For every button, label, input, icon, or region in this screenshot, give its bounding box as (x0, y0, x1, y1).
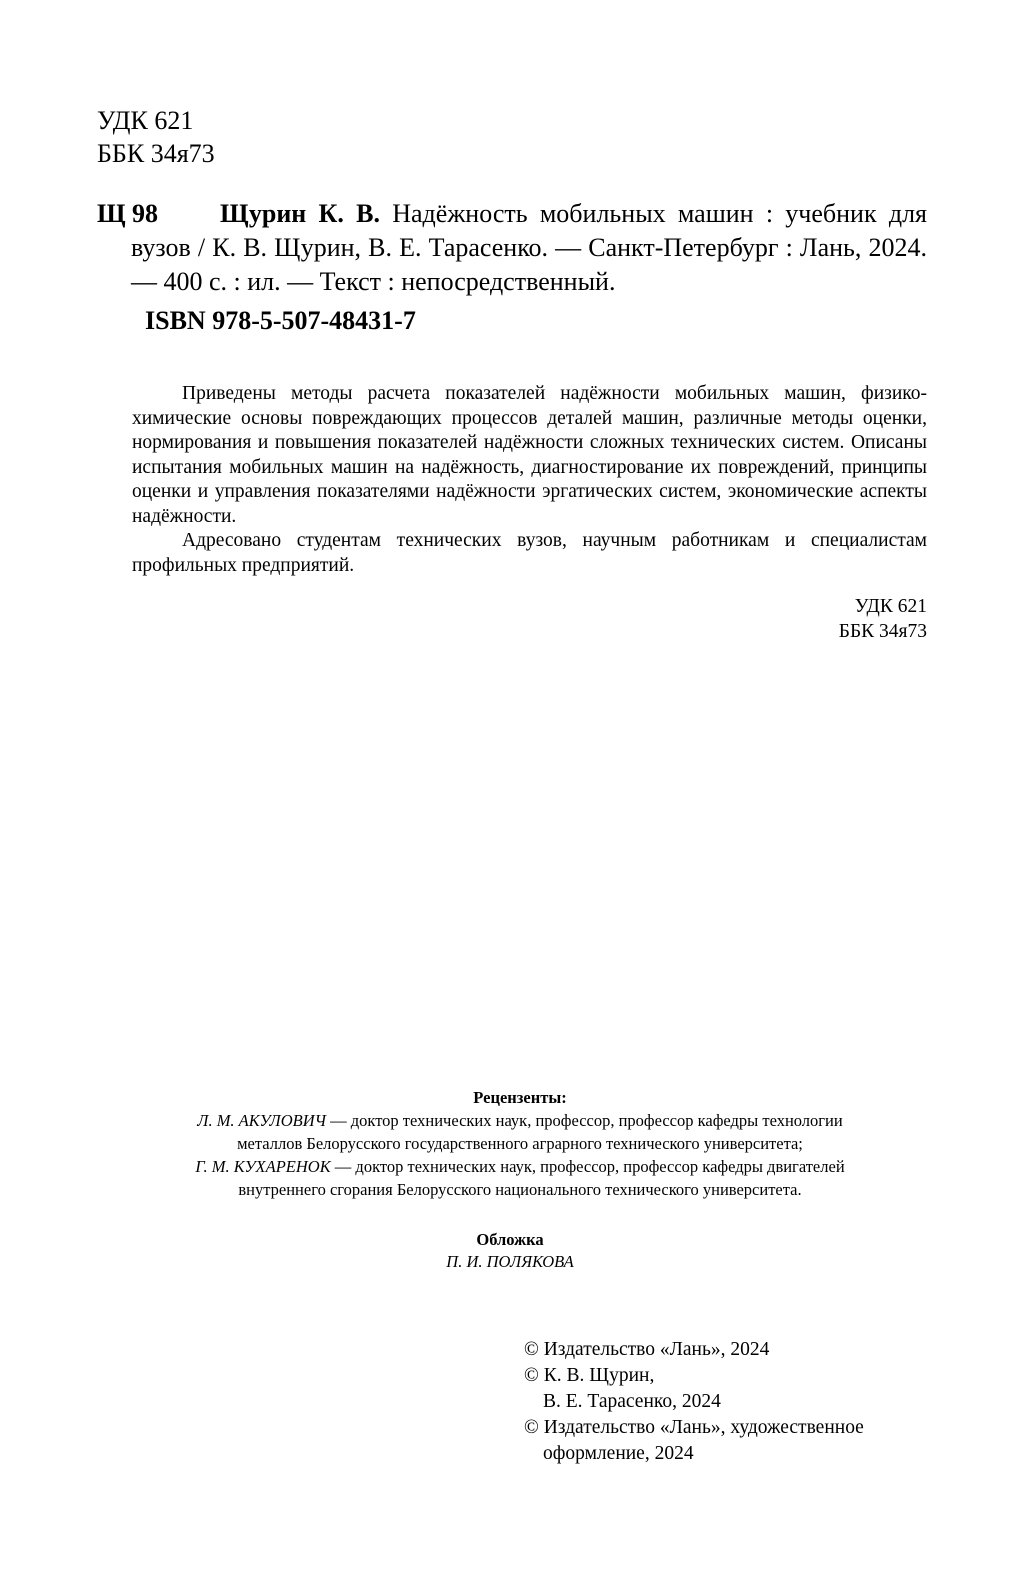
cover-heading: Обложка (476, 1230, 544, 1249)
copyright-line: оформление, 2024 (543, 1443, 694, 1464)
copyright-line: © Издательство «Лань», художественное (524, 1417, 864, 1438)
author-mark: Щ 98 (97, 199, 159, 228)
classification-header (97, 104, 215, 170)
udk-code: УДК 621 (97, 106, 194, 135)
bibliographic-record (97, 197, 927, 299)
author-name: Щурин К. В. (220, 199, 380, 228)
reviewer-2-text: — доктор технических наук, профессор, профессор кафедры двигателей (330, 1157, 845, 1176)
bbk-code-bottom: ББК 34я73 (838, 621, 927, 642)
abstract-paragraph: Приведены методы расчета показателей надёжности мобильных машин, физико-химические основы повреждающих процессов деталей машин, различные методы оценки, нормирования и повышения показателей надёжности сложных технических систем. Описаны испытания мобильных машин на надёжность, диагностирование их повреждений, принципы оценки и управления показателями надёжности эргатических систем, экономические аспекты надёжности. (132, 383, 927, 527)
cover-credit (120, 1229, 900, 1273)
copyright-line: © Издательство «Лань», 2024 (524, 1339, 770, 1360)
copyright-block (524, 1337, 864, 1467)
reviewer-2 (120, 1155, 920, 1178)
audience-paragraph: Адресовано студентам технических вузов, научным работникам и специалистам профильных предприятий. (132, 530, 927, 576)
reviewers-block (120, 1086, 920, 1201)
reviewers-heading: Рецензенты: (473, 1088, 567, 1107)
copyright-line: В. Е. Тарасенко, 2024 (543, 1391, 721, 1412)
abstract (132, 382, 927, 578)
reviewer-1-name: Л. М. АКУЛОВИЧ (197, 1111, 326, 1130)
isbn: ISBN 978-5-507-48431-7 (145, 306, 416, 335)
bibliographic-entry (131, 197, 927, 299)
reviewer-1-cont: металлов Белорусского государственного аграрного технического университета; (237, 1134, 803, 1153)
bbk-code: ББК 34я73 (97, 139, 215, 168)
copyright-line: © К. В. Щурин, (524, 1365, 655, 1386)
classification-footer (839, 594, 927, 644)
udk-code-bottom: УДК 621 (854, 596, 927, 617)
reviewer-2-name: Г. М. КУХАРЕНОК (195, 1157, 331, 1176)
bibliographic-description: Надёжность мобильных машин : учебник для вузов / К. В. Щурин, В. Е. Тарасенко. — Санкт-Петербург : Лань, 2024. — 400 с. : ил. — Текст : непосредственный. (131, 199, 927, 296)
reviewer-1-text: — доктор технических наук, профессор, профессор кафедры технологии (326, 1111, 843, 1130)
cover-designer: П. И. ПОЛЯКОВА (446, 1252, 574, 1271)
reviewer-1 (120, 1109, 920, 1132)
reviewer-2-cont: внутреннего сгорания Белорусского национального технического университета. (238, 1180, 802, 1199)
